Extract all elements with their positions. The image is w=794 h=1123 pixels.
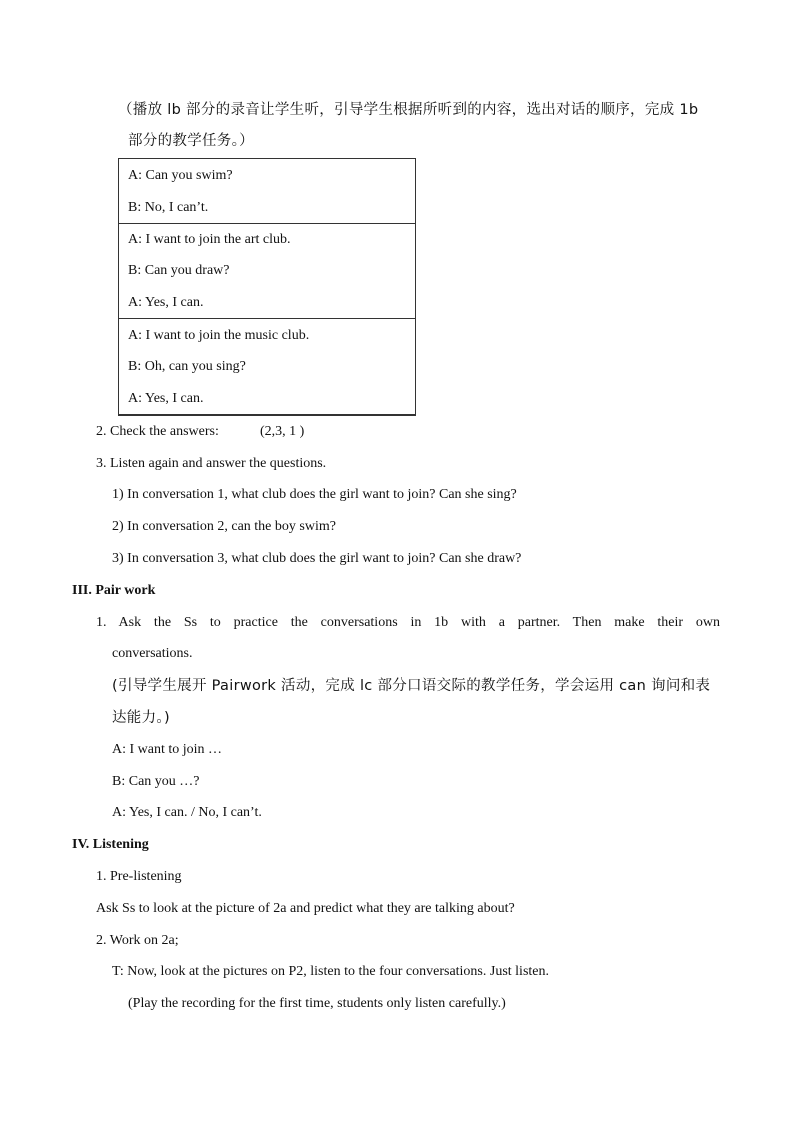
pair-work-item-1-line-2: conversations. xyxy=(112,646,193,661)
pre-listening-task: Ask Ss to look at the picture of 2a and predict what they are talking about? xyxy=(96,901,515,916)
pair-work-item-1-line-1: 1. Ask the Ss to practice the conversations in 1b with a partner. Then make their own xyxy=(96,615,720,630)
dialog-line: B: Oh, can you sing? xyxy=(128,359,246,374)
teacher-instruction: T: Now, look at the pictures on P2, listen to the four conversations. Just listen. xyxy=(112,964,550,979)
dialog-line: B: No, I can’t. xyxy=(128,200,209,215)
section-heading-listening: IV. Listening xyxy=(72,837,149,852)
question-1: 1) In conversation 1, what club does the girl want to join? Can she sing? xyxy=(112,487,517,502)
pair-work-dialog-a2: A: Yes, I can. / No, I can’t. xyxy=(112,805,262,820)
dialog-cell-1 xyxy=(118,158,416,224)
listen-again-title: 3. Listen again and answer the questions. xyxy=(96,456,327,471)
section-heading-pair-work: III. Pair work xyxy=(72,583,156,598)
check-answers-label: 2. Check the answers: xyxy=(96,424,219,439)
question-2: 2) In conversation 2, can the boy swim? xyxy=(112,519,336,534)
check-answers-value: (2,3, 1 ) xyxy=(260,424,305,439)
question-3: 3) In conversation 3, what club does the girl want to join? Can she draw? xyxy=(112,551,522,566)
dialog-line: A: I want to join the art club. xyxy=(128,232,291,247)
play-recording-note: (Play the recording for the first time, students only listen carefully.) xyxy=(128,996,506,1011)
dialog-line: B: Can you draw? xyxy=(128,263,230,278)
pair-work-dialog-a: A: I want to join … xyxy=(112,742,223,757)
dialog-cell-3 xyxy=(118,319,416,416)
dialog-cell-2 xyxy=(118,223,416,319)
pair-work-note-line-2: 达能力。) xyxy=(112,710,170,726)
intro-line-2: 部分的教学任务。） xyxy=(128,133,254,149)
pair-work-dialog-b: B: Can you …? xyxy=(112,774,200,789)
dialog-line: A: Yes, I can. xyxy=(128,295,204,310)
dialog-line: A: I want to join the music club. xyxy=(128,328,310,343)
work-on-2a: 2. Work on 2a; xyxy=(96,933,179,948)
pre-listening: 1. Pre-listening xyxy=(96,869,182,884)
pair-work-note-line-1: (引导学生展开 Pairwork 活动，完成 lc 部分口语交际的教学任务，学会运用 can 询问和表 xyxy=(112,678,711,694)
dialog-line: A: Yes, I can. xyxy=(128,391,204,406)
intro-line-1: （播放 lb 部分的录音让学生听，引导学生根据所听到的内容，选出对话的顺序，完成 1b xyxy=(118,102,699,118)
dialog-line: A: Can you swim? xyxy=(128,168,233,183)
